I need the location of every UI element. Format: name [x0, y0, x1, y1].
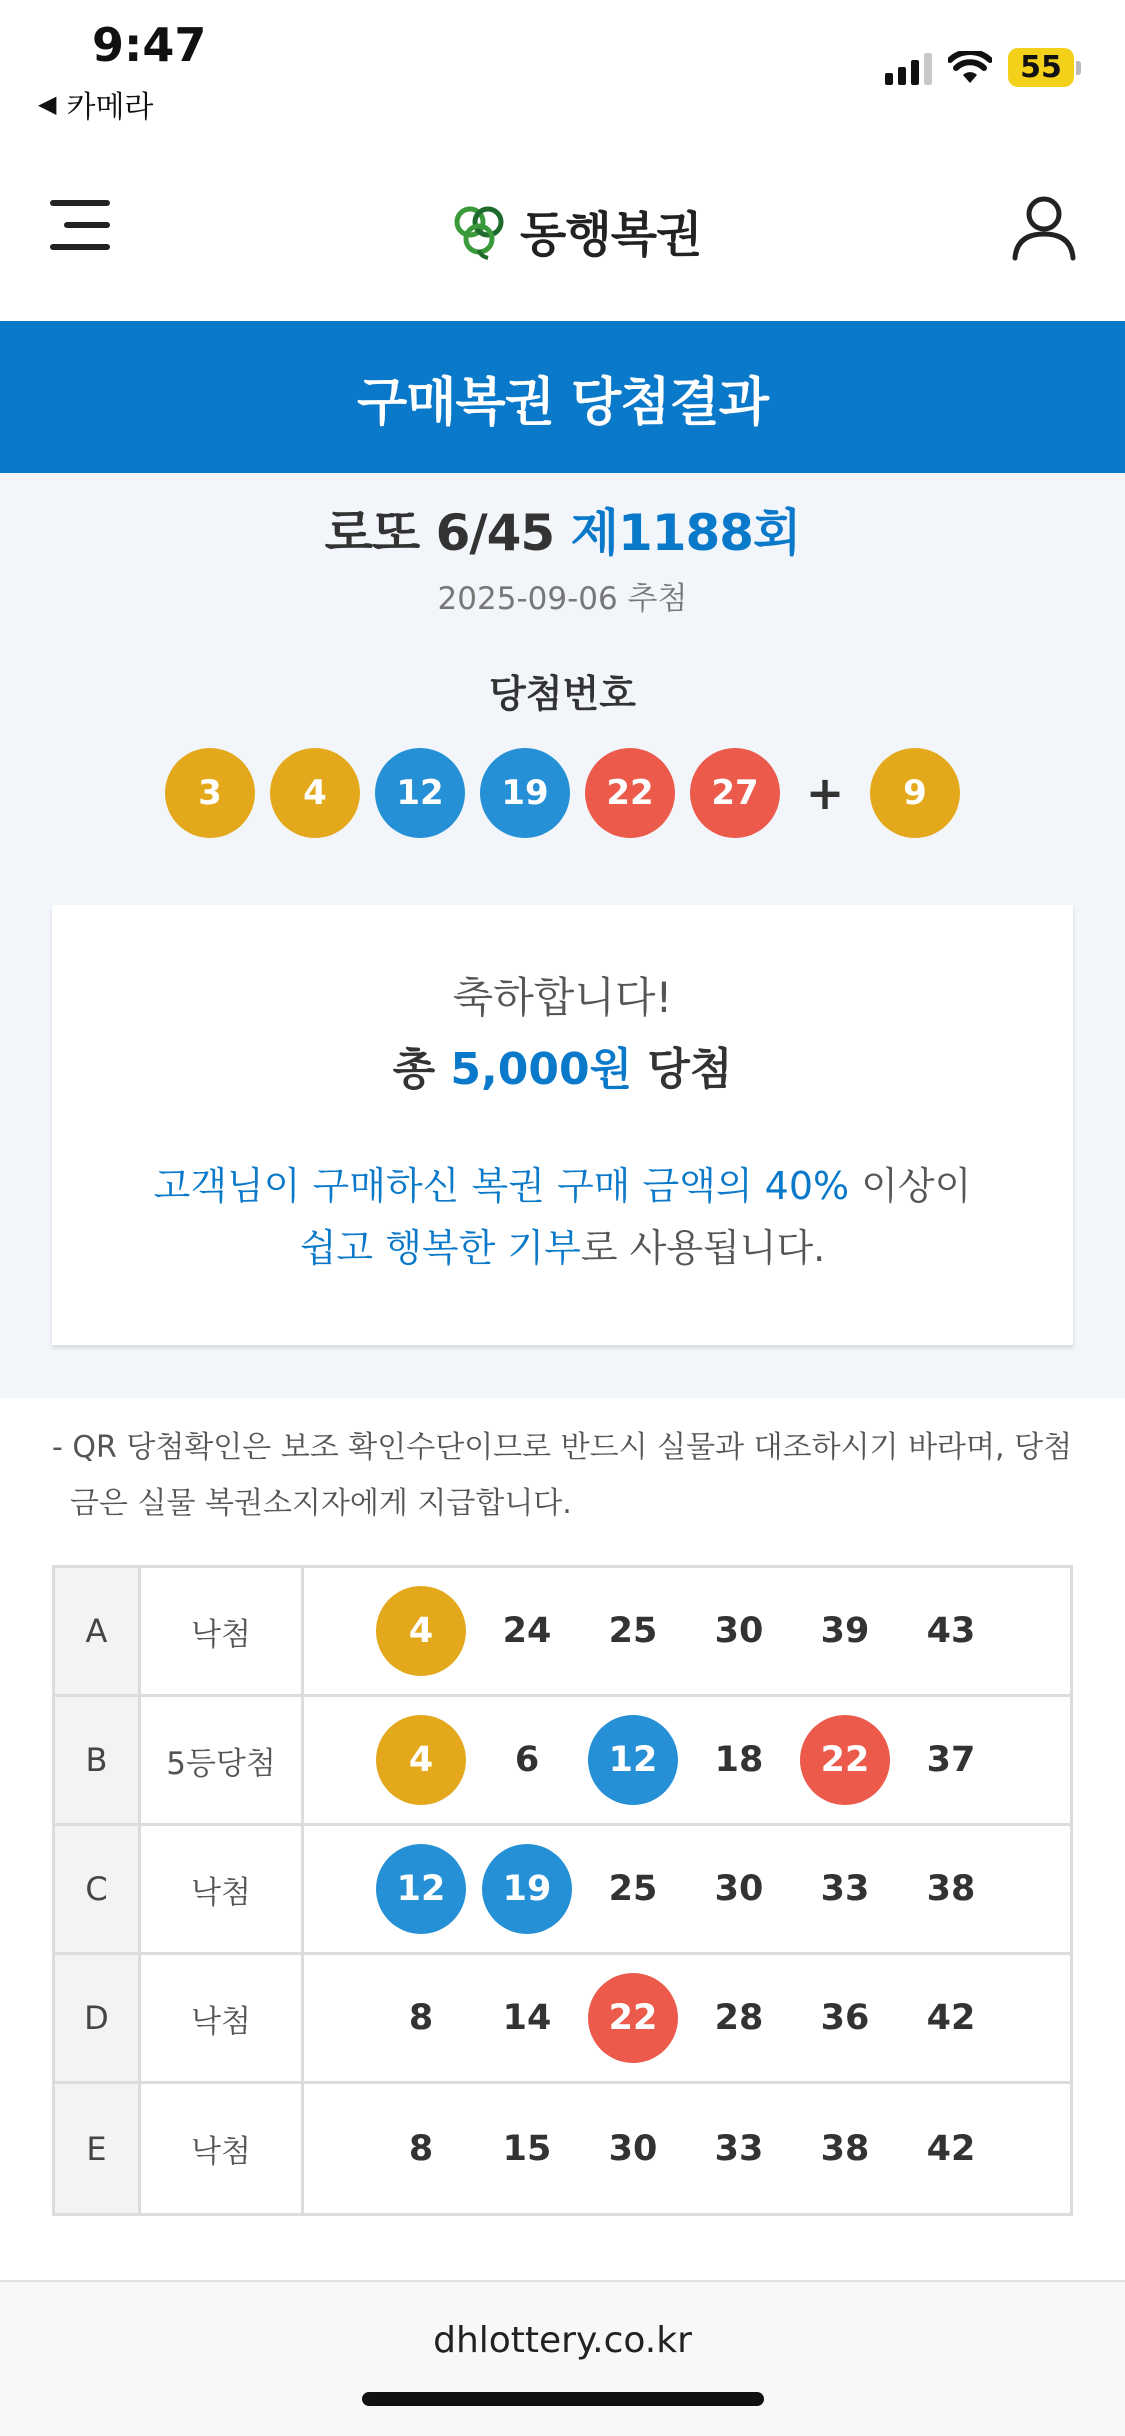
winning-number-ball: 27: [690, 748, 780, 838]
ticket-number-matched: 4: [376, 1586, 466, 1676]
ticket-numbers: [304, 1697, 1070, 1823]
ticket-number: 24: [502, 1611, 552, 1651]
donation-text-2: 로 사용됩니다.: [580, 1226, 826, 1270]
ticket-result-status: 낙첨: [141, 1568, 304, 1694]
donation-text-1: 이상이: [849, 1164, 972, 1208]
ticket-number: 30: [608, 2128, 658, 2169]
winning-number-ball: 4: [270, 748, 360, 838]
url-bar[interactable]: dhlottery.co.kr: [433, 2320, 692, 2361]
winning-number-ball: 22: [585, 748, 675, 838]
ticket-number: 43: [926, 1611, 976, 1651]
ticket-result-status: 낙첨: [141, 2084, 304, 2213]
draw-title: [0, 493, 1125, 565]
ticket-number: 33: [714, 2128, 764, 2169]
back-app-label: 카메라: [66, 90, 154, 125]
ticket-row-e: [55, 2084, 1070, 2213]
ticket-row-d: [55, 1955, 1070, 2084]
ticket-number: 15: [502, 2128, 552, 2169]
ticket-number-matched: 22: [588, 1973, 678, 2063]
draw-round: 제1188회: [570, 504, 801, 562]
winning-numbers: [0, 748, 1125, 838]
status-indicators: [885, 48, 1081, 87]
ticket-result-status: 낙첨: [141, 1955, 304, 2081]
prize-text: [52, 1033, 1073, 1097]
ticket-number: 37: [926, 1740, 976, 1780]
ticket-number: 28: [714, 1998, 764, 2038]
ticket-numbers: [304, 1826, 1070, 1952]
ticket-number: 25: [608, 1611, 658, 1651]
hamburger-menu-icon[interactable]: [50, 200, 110, 250]
ticket-number: 18: [714, 1740, 764, 1780]
status-time: 9:47: [92, 18, 207, 72]
ticket-row-c: [55, 1826, 1070, 1955]
wifi-icon: [948, 51, 992, 85]
browser-footer: [0, 2280, 1125, 2436]
ticket-numbers: [304, 1955, 1070, 2081]
battery-level: 55: [1008, 48, 1074, 87]
ticket-number-matched: 19: [482, 1844, 572, 1934]
user-icon[interactable]: [1009, 192, 1079, 262]
winning-number-ball: 19: [480, 748, 570, 838]
congrats-text: 축하합니다!: [452, 973, 673, 1022]
ticket-game-label: B: [55, 1697, 141, 1823]
ticket-number: 39: [820, 1611, 870, 1651]
bonus-plus-sign: +: [805, 766, 845, 820]
winning-number-ball: 3: [165, 748, 255, 838]
status-bar: [0, 0, 1125, 140]
ticket-game-label: E: [55, 2084, 141, 2213]
prize-suffix: 당첨: [632, 1044, 733, 1095]
ticket-number: 42: [926, 2128, 976, 2169]
ticket-number: 38: [820, 2128, 870, 2169]
qr-notice: - QR 당첨확인은 보조 확인수단이므로 반드시 실물과 대조하시기 바라며, 당첨금은 실물 복권소지자에게 지급합니다.: [52, 1430, 1073, 1521]
ticket-number: 42: [926, 1998, 976, 2038]
ticket-number-matched: 12: [376, 1844, 466, 1934]
ticket-number: 33: [820, 1869, 870, 1909]
ticket-number: 14: [502, 1998, 552, 2038]
ticket-number: 8: [408, 1998, 434, 2038]
logo-text: 동행복권: [520, 207, 702, 263]
ticket-number: 25: [608, 1869, 658, 1909]
ticket-number-matched: 12: [588, 1715, 678, 1805]
logo[interactable]: [450, 196, 701, 265]
ticket-number-matched: 4: [376, 1715, 466, 1805]
ticket-number: 8: [408, 2128, 434, 2169]
back-triangle-icon: ◀: [38, 90, 57, 118]
ticket-row-a: [55, 1568, 1070, 1697]
page-title-bar: [0, 321, 1125, 473]
prize-prefix: 총: [392, 1044, 451, 1095]
game-name: 로또 6/45: [324, 504, 555, 562]
ticket-numbers: [304, 2084, 1070, 2213]
ticket-number: 38: [926, 1869, 976, 1909]
ticket-number: 30: [714, 1611, 764, 1651]
ticket-number: 6: [514, 1740, 540, 1780]
draw-date: 2025-09-06 추첨: [437, 581, 688, 617]
cellular-signal-icon: [885, 51, 932, 85]
prize-amount: 5,000원: [450, 1044, 633, 1095]
back-to-camera-link[interactable]: [38, 82, 153, 126]
prize-card: [52, 905, 1073, 1345]
page-title: 구매복권 당첨결과: [357, 372, 768, 433]
ticket-number-matched: 22: [800, 1715, 890, 1805]
ticket-number: 36: [820, 1998, 870, 2038]
donation-text: [52, 1155, 1073, 1279]
ticket-game-label: A: [55, 1568, 141, 1694]
ticket-number: 30: [714, 1869, 764, 1909]
draw-result-section: [0, 473, 1125, 1398]
home-indicator[interactable]: [362, 2392, 764, 2406]
donation-highlight-1: 고객님이 구매하신 복권 구매 금액의 40%: [153, 1164, 850, 1208]
ticket-row-b: [55, 1697, 1070, 1826]
ticket-game-label: C: [55, 1826, 141, 1952]
clover-logo-icon: [450, 202, 510, 260]
ticket-numbers: [304, 1568, 1070, 1694]
donation-highlight-2: 쉽고 행복한 기부: [299, 1226, 581, 1270]
winning-numbers-label: 당첨번호: [489, 672, 636, 716]
battery-icon: [1008, 48, 1081, 87]
app-header: [0, 160, 1125, 320]
ticket-game-label: D: [55, 1955, 141, 2081]
winning-number-ball: 12: [375, 748, 465, 838]
ticket-table: [52, 1565, 1073, 2216]
bonus-number-ball: 9: [870, 748, 960, 838]
ticket-result-status: 5등당첨: [141, 1697, 304, 1823]
ticket-result-status: 낙첨: [141, 1826, 304, 1952]
